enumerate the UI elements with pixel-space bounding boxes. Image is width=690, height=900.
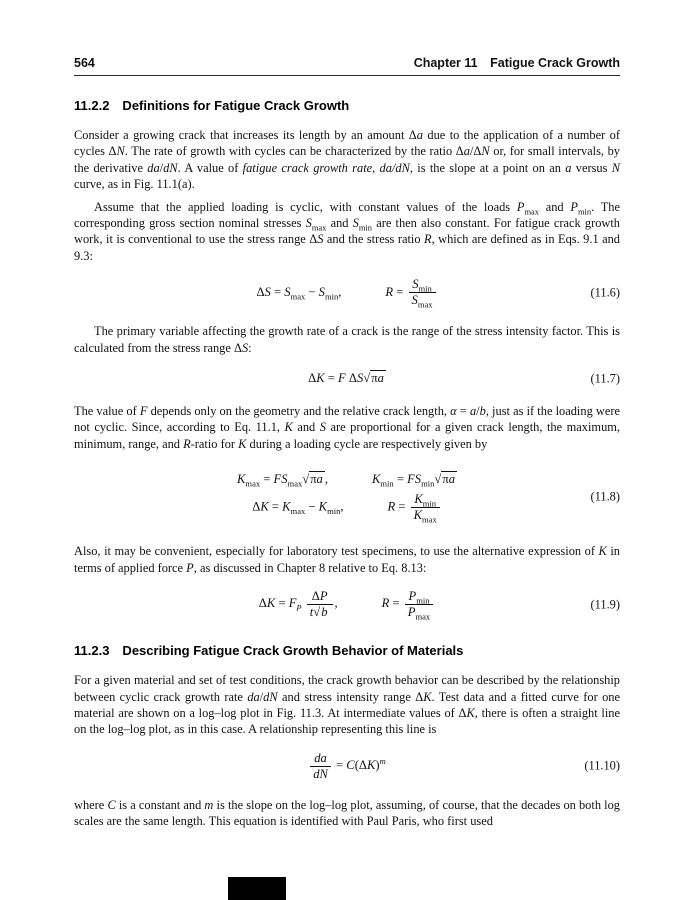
- equation-11-8-line1: $K_{max} = FS_{max}√\pi a$ , $K_{min} = FS_{min}√\pi a$: [237, 472, 455, 489]
- equation-11-10-number: (11.10): [584, 758, 620, 773]
- equation-11-9: [74, 588, 620, 621]
- equation-11-7: [74, 368, 620, 389]
- paragraph-stress-intensity: The primary variable affecting the growth rate of a crack is the range of the stress intensity factor. This is calculated from the stress range ΔS:: [74, 324, 620, 355]
- section-heading-11-2-3: 11.2.3 Describing Fatigue Crack Growth Behavior of Materials: [74, 643, 464, 659]
- paragraph-geometry-factor: The value of F depends only on the geometry and the relative crack length, α = a/b, just as if the loading were not cyclic. Since, according to Eq. 11.1, K and S are proportional for a given crack length, the maximum, minimum, range, and R-ratio for K during a loading cycle are respectively given by: [74, 404, 620, 451]
- paragraph-cyclic-loading: Assume that the applied loading is cyclic, with constant values of the loads $P_{max}$ and $P_{min}$. The corresponding gross section nominal stresses $S_{max}$ and $S_{min}$ are then also constant. For fatigue crack growth work, it is conventional to use the stress range ΔS and the stress ratio R, which are defined as in Eqs. 9.1 and 9.3:: [74, 199, 621, 263]
- equation-11-8: [74, 464, 620, 529]
- equation-11-8-line2: $\Delta K = K_{max} - K_{min}$, R = $K_{min}$ $K_{max}$: [74, 493, 620, 522]
- equation-11-9-body: $\Delta K = F_P$ $\frac{\Delta P}{t√b}$ , R = $P_{min}$ $P_{max}$: [259, 596, 435, 610]
- equation-11-9-number: (11.9): [590, 597, 620, 612]
- equation-11-6: [74, 276, 620, 309]
- equation-11-8-body: [74, 471, 620, 525]
- equation-11-7-number: (11.7): [590, 371, 620, 386]
- paragraph-growth-behavior: For a given material and set of test conditions, the crack growth behavior can be described by the relationship between cyclic crack growth rate da/dN and stress intensity range ΔK. Test data and a fitted curve for one material are shown on a log–log plot in Fig. 11.3. At intermediate values of ΔK, there is often a straight line on the log–log plot, as in this case. A relationship representing this line is: [74, 673, 621, 737]
- page-number: 564: [74, 56, 95, 70]
- paragraph-definitions-intro: Consider a growing crack that increases its length by an amount Δa due to the application of a number of cycles ΔN. The rate of growth with cycles can be characterized by the ratio Δa/ΔN or, for small intervals, by the derivative da/dN. A value of fatigue crack growth rate, da/dN, is the slope at a point on an a versus N curve, as in Fig. 11.1(a).: [74, 128, 621, 192]
- running-chapter-title: Chapter 11 Fatigue Crack Growth: [413, 56, 620, 70]
- header-rule: [74, 75, 620, 76]
- page-header: [74, 56, 620, 70]
- paragraph-applied-force: Also, it may be convenient, especially for laboratory test specimens, to use the alternative expression of K in terms of applied force P, as discussed in Chapter 8 relative to Eq. 8.13:: [74, 544, 620, 575]
- section-heading-11-2-2: 11.2.2 Definitions for Fatigue Crack Growth: [74, 98, 350, 113]
- equation-11-10: [74, 750, 620, 783]
- scan-artifact-bar: [228, 877, 286, 900]
- equation-11-8-number: (11.8): [590, 489, 620, 504]
- equation-11-6-body: $\Delta S = S_{max} - S_{min}$, R = $S_{min}$ $S_{max}$: [256, 285, 437, 299]
- equation-11-10-body: $\frac{da}{dN}$ = $C(\Delta K)^m$: [308, 758, 386, 772]
- equation-11-7-body: ΔK = F ΔS√πa: [308, 371, 384, 386]
- paragraph-paris-constant: where C is a constant and m is the slope on the log–log plot, assuming, of course, that the decades on both log scales are the same length. This equation is identified with Paul Paris, who first used: [74, 797, 620, 829]
- equation-11-6-number: (11.6): [590, 285, 620, 300]
